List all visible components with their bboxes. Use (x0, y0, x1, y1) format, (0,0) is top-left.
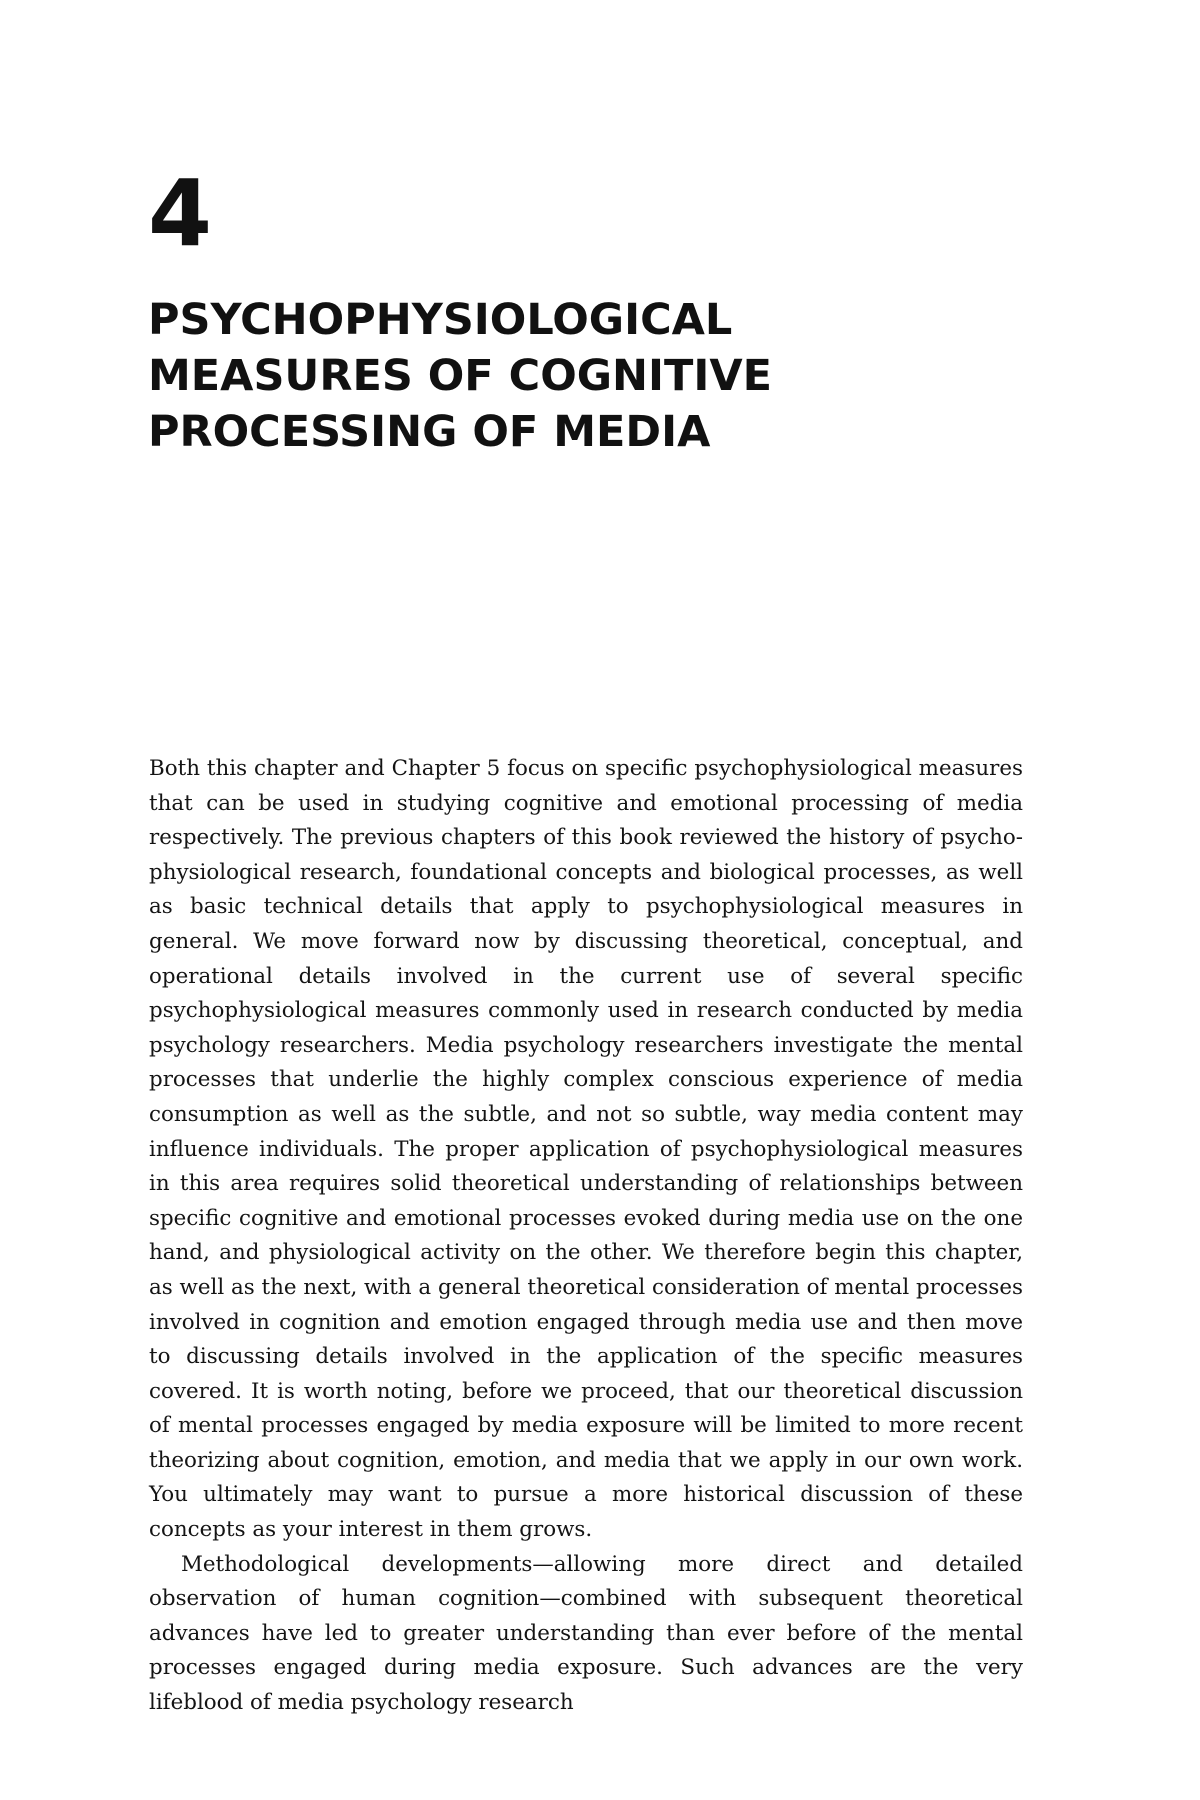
body-paragraph-2: Methodological developments—allowing more direct and detailed observation of human cognition—combined with subsequent theoretical advances have led to greater understanding than ever before of the mental processes engaged during media exposure. Such advances are the very lifeblood of media psychology research (149, 1551, 1023, 1716)
chapter-title-line-3: PROCESSING OF MEDIA (148, 407, 711, 457)
chapter-number: 4 (148, 160, 214, 267)
body-paragraph-1: Both this chapter and Chapter 5 focus on specific psychophysiological measures that can be used in studying cognitive and emotional processing of media respectively. The previous chapters of this book reviewed the history of psycho-physiological research, foundational concepts and biological processes, as well as basic technical details that apply to psychophysiological measures in general. We move forward now by discussing theoretical, conceptual, and operational details involved in the current use of several specific psychophysiological measures commonly used in research conducted by media psychology researchers. Media psychology researchers investigate the mental processes that underlie the highly complex conscious experience of media consumption as well as the subtle, and not so subtle, way media content may influence individuals. The proper application of psychophysiological measures in this area requires solid theoretical understanding of relationships between specific cognitive and emotional processes evoked during media use on the one hand, and physiological activity on the other. We therefore begin this chapter, as well as the next, with a general theoretical consideration of mental processes involved in cognition and emotion engaged through media use and then move to discussing details involved in the application of the specific measures covered. It is worth noting, before we proceed, that our theoretical discussion of mental processes engaged by media exposure will be limited to more recent theorizing about cognition, emotion, and media that we apply in our own work. You ultimately may want to pursue a more historical discussion of these concepts as your interest in them grows. (149, 756, 1023, 1543)
chapter-title-line-2: MEASURES OF COGNITIVE (148, 351, 773, 401)
chapter-title (148, 292, 1048, 460)
chapter-body (149, 752, 1023, 1721)
chapter-title-line-1: PSYCHOPHYSIOLOGICAL (148, 295, 733, 345)
